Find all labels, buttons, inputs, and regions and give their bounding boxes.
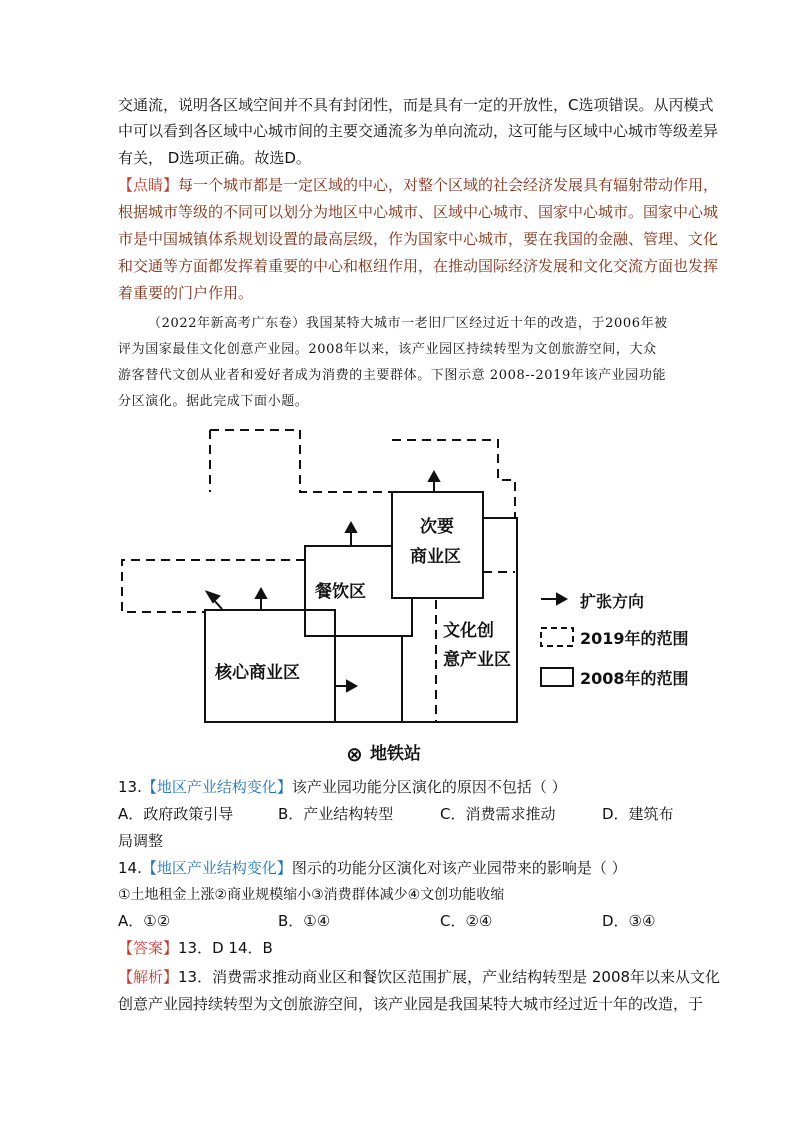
q13-number: 13. <box>118 778 142 796</box>
expand-arrow-icon <box>256 589 266 598</box>
legend-dashed-label: 2019年的范围 <box>580 629 689 648</box>
passage-line-3: 游客替代文创从业者和爱好者成为消费的主要群体。下图示意 2008--2019年该产业园功能 <box>118 368 667 383</box>
secondary-commercial-zone <box>392 492 483 598</box>
q13-option-a[interactable]: A．政府政策引导 <box>118 805 234 823</box>
legend-solid-box <box>541 668 573 686</box>
q14-option-d[interactable]: D．③④ <box>602 912 656 930</box>
q14-option-a[interactable]: A．①② <box>118 912 171 930</box>
q13-stem <box>118 777 567 797</box>
passage-line-1: （2022年新高考广东卷）我国某特大城市一老旧厂区经过近十年的改造，于2006年被 <box>148 316 668 331</box>
q13-option-d-cont: 局调整 <box>118 832 164 850</box>
answer-line <box>118 938 273 958</box>
dianjing-line-5: 着重要的门户作用。 <box>118 284 254 302</box>
legend-solid-label: 2008年的范围 <box>580 669 689 688</box>
dianjing-line-2: 根据城市等级的不同可以划分为地区中心城市、区域中心城市、国家中心城市。国家中心城 <box>118 203 719 221</box>
analysis-text-1: 13．消费需求推动商业区和餐饮区范围扩展，产业结构转型是 2008年以来从文化 <box>178 968 721 986</box>
answer-tag: 【答案】 <box>118 939 179 957</box>
label-secondary-2: 商业区 <box>410 547 461 567</box>
intro-line-1: 交通流，说明各区域空间并不具有封闭性，而是具有一定的开放性，C选项错误。从丙模式 <box>118 96 714 114</box>
q13-option-b[interactable]: B．产业结构转型 <box>278 805 394 823</box>
intro-line-3: 有关， D选项正确。故选D。 <box>118 149 311 167</box>
dianjing-line-1 <box>118 175 718 195</box>
expand-arrow-icon <box>429 472 439 481</box>
q14-tag: 【地区产业结构变化】 <box>141 859 292 877</box>
label-creative-2: 意产业区 <box>443 650 511 670</box>
answer-text: 13．D 14．B <box>178 939 273 957</box>
dianjing-text-1: 每一个城市都是一定区域的中心，对整个区域的社会经济发展具有辐射带动作用， <box>178 176 719 194</box>
q14-stem <box>118 858 627 878</box>
analysis-tag: 【解析】 <box>118 968 179 986</box>
label-secondary-1: 次要 <box>420 517 454 537</box>
analysis-line-2: 创意产业园持续转型为文创旅游空间，该产业园是我国某特大城市经过近十年的改造，于 <box>118 995 704 1013</box>
legend-arrow-icon <box>557 594 566 604</box>
label-core-zone: 核心商业区 <box>215 663 300 683</box>
expand-arrow-icon <box>207 592 219 602</box>
q13-option-c[interactable]: C．消费需求推动 <box>440 805 556 823</box>
passage-line-2: 评为国家最佳文化创意产业园。2008年以来，该产业园区持续转型为文创旅游空间，大众 <box>118 342 657 357</box>
expand-arrow-icon <box>346 523 356 532</box>
label-creative-1: 文化创 <box>443 621 494 641</box>
zoning-diagram <box>0 420 794 770</box>
intro-line-2: 中可以看到各区域中心城市间的主要交通流多为单向流动，这可能与区域中心城市等级差异 <box>118 122 719 140</box>
legend-arrow-label: 扩张方向 <box>580 592 645 611</box>
q14-option-b[interactable]: B．①④ <box>278 912 331 930</box>
q13-option-d[interactable]: D．建筑布 <box>602 805 674 823</box>
q14-option-c[interactable]: C．②④ <box>440 912 493 930</box>
dianjing-line-4: 和交通等方面都发挥着重要的中心和枢纽作用，在推动国际经济发展和文化交流方面也发挥 <box>118 257 719 275</box>
passage-line-4: 分区演化。据此完成下面小题。 <box>118 394 309 409</box>
label-dining-zone: 餐饮区 <box>315 582 366 602</box>
subway-icon: ⊗ <box>346 742 363 766</box>
subway-label: 地铁站 <box>370 744 421 764</box>
q14-number: 14. <box>118 859 142 877</box>
core-extension-box <box>335 636 402 722</box>
analysis-line-1 <box>118 967 720 987</box>
legend-dashed-box <box>541 628 573 646</box>
dianjing-line-3: 市是中国城镇体系规划设置的最高层级，作为国家中心城市，要在我国的金融、管理、文化 <box>118 230 719 248</box>
q14-text: 图示的功能分区演化对该产业园带来的影响是（ ） <box>291 859 627 877</box>
q13-text: 该产业园功能分区演化的原因不包括（ ） <box>291 778 567 796</box>
dianjing-tag: 【点睛】 <box>118 176 179 194</box>
q13-tag: 【地区产业结构变化】 <box>141 778 292 796</box>
expand-arrow-icon <box>347 681 356 691</box>
q14-items: ①土地租金上涨②商业规模缩小③消费群体减少④文创功能收缩 <box>118 887 505 903</box>
